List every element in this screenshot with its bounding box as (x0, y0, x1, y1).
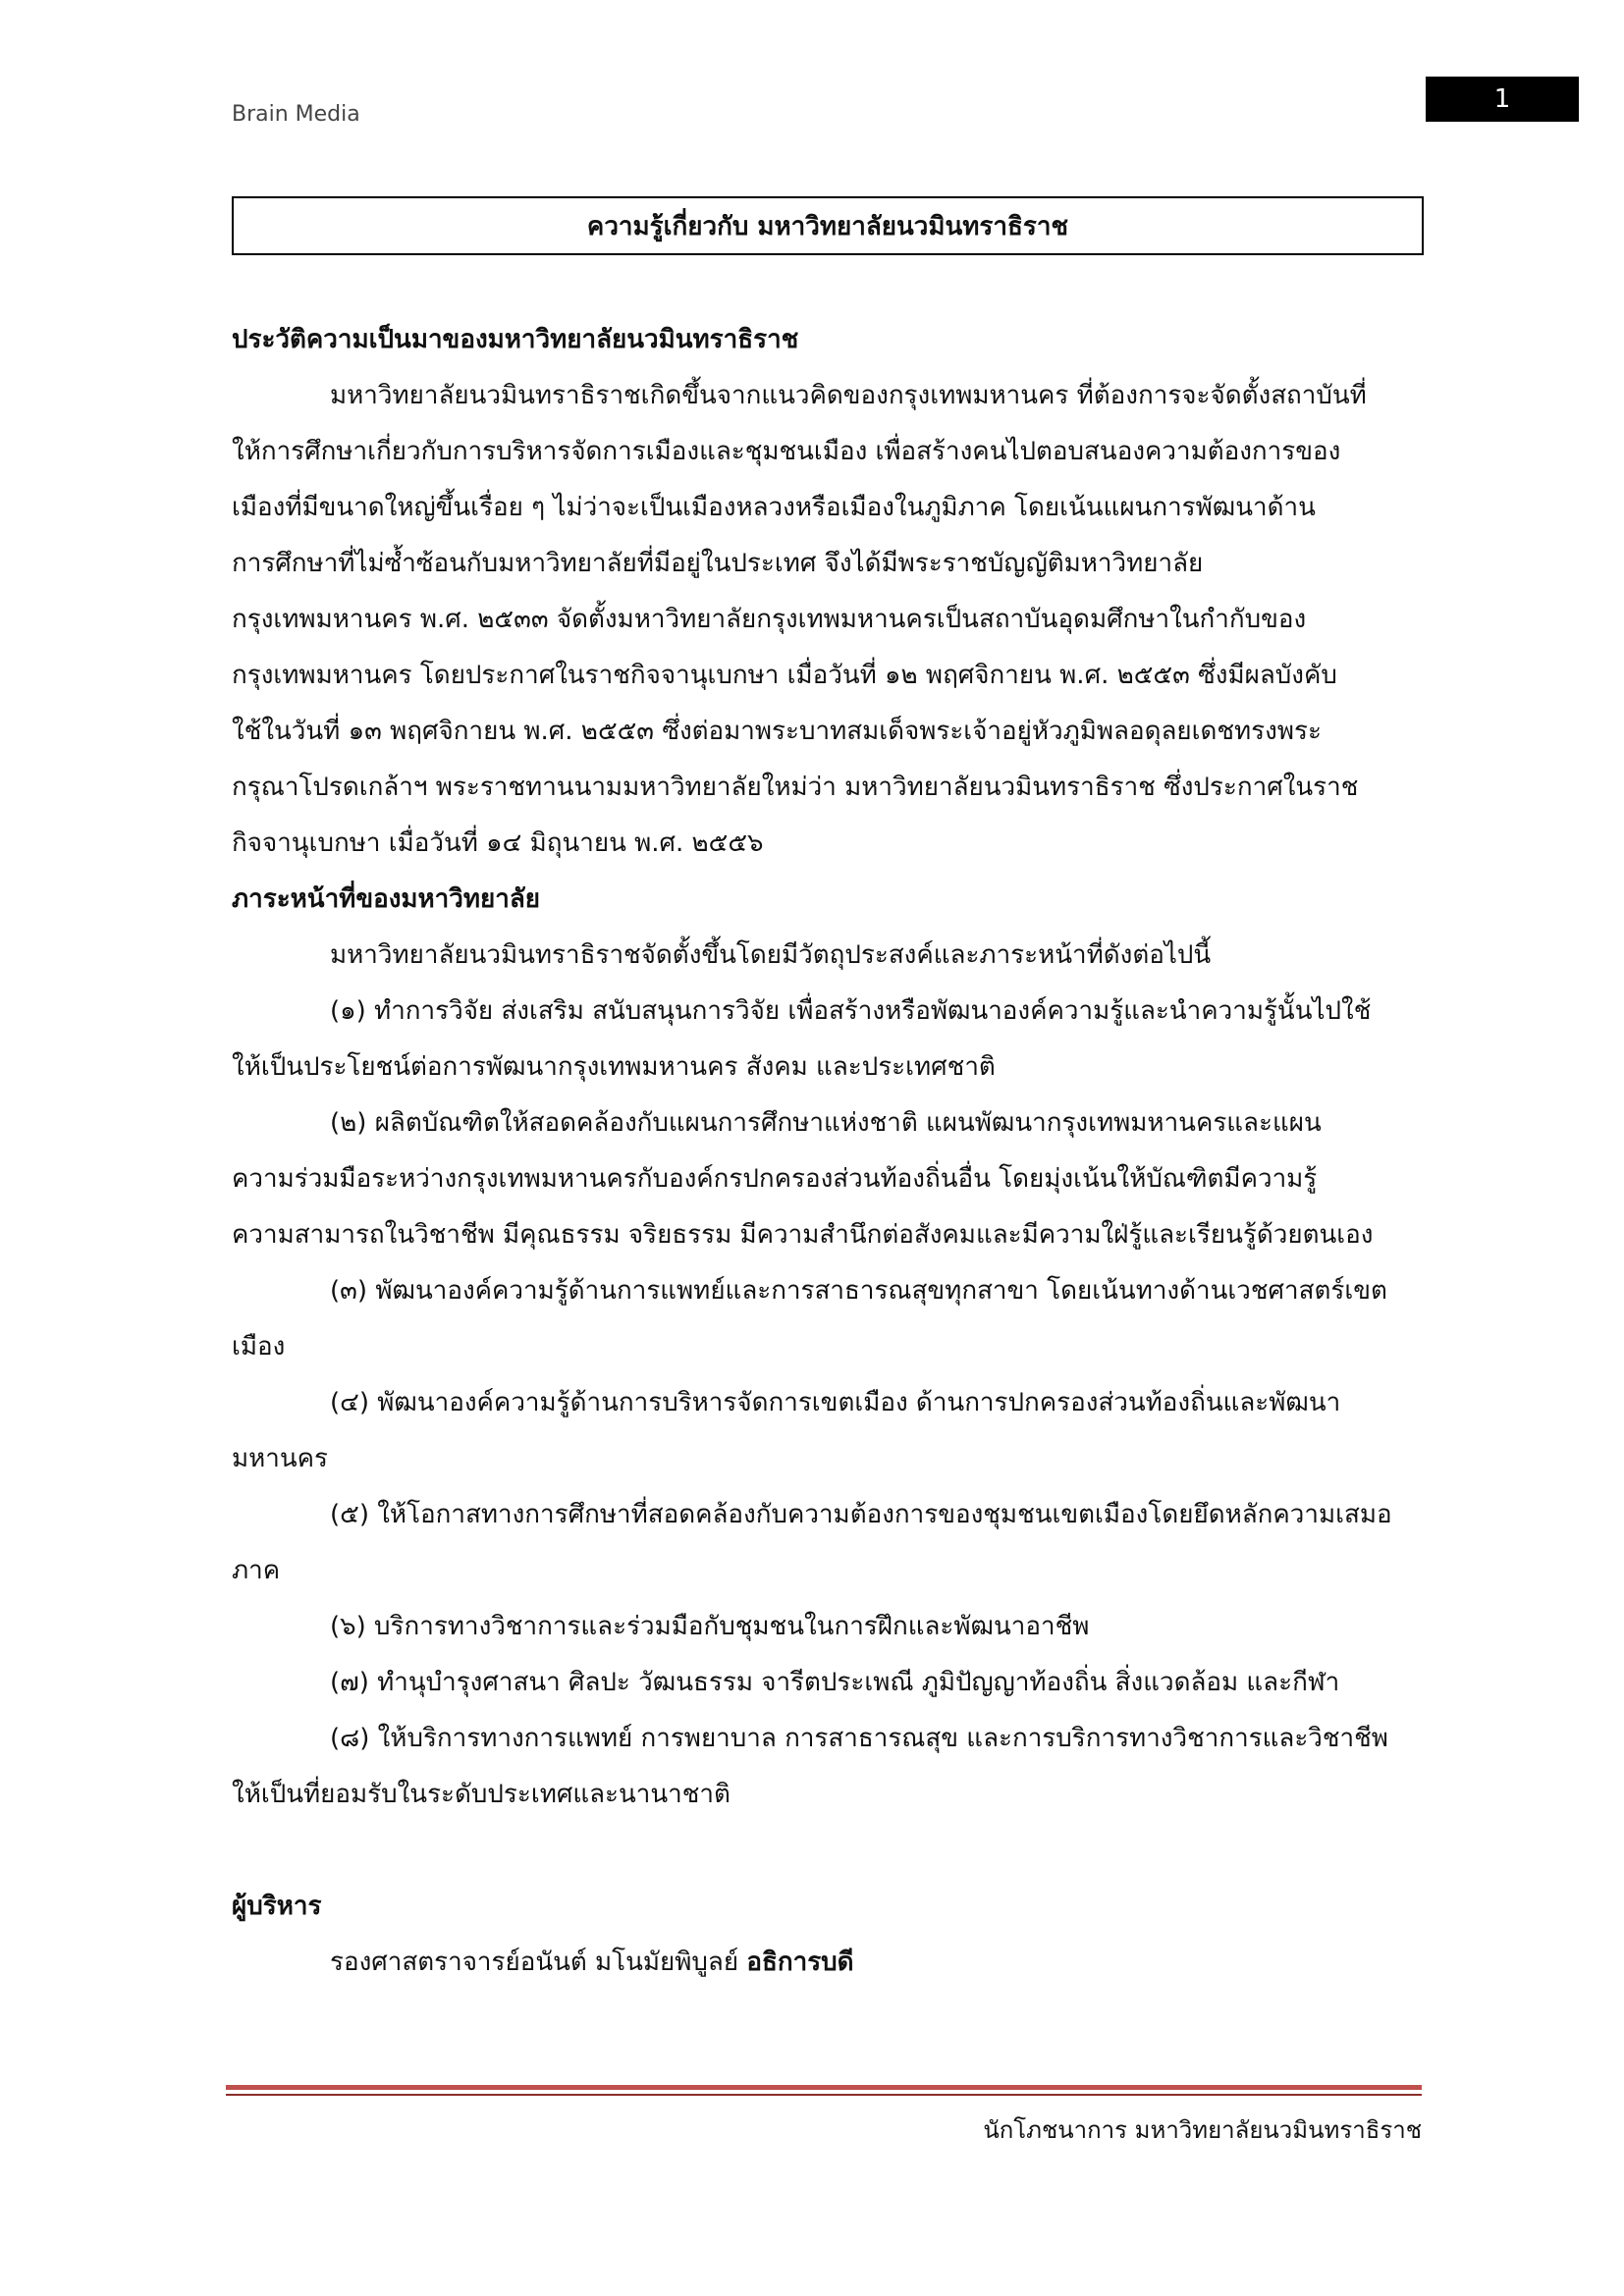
footer-text: นักโภชนาการ มหาวิทยาลัยนวมินทราธิราช (983, 2116, 1422, 2144)
duty-item-4: (๔) พัฒนาองค์ความรู้ด้านการบริหารจัดการเขตเมือง ด้านการปกครองส่วนท้องถิ่นและพัฒนา (330, 1388, 1341, 1417)
page-title: ความรู้เกี่ยวกับ มหาวิทยาลัยนวมินทราธิราช (232, 196, 1424, 255)
duties-heading: ภาระหน้าที่ของมหาวิทยาลัย (232, 884, 541, 914)
duty-item-5: (๕) ให้โอกาสทางการศึกษาที่สอดคล้องกับความต้องการของชุมชนเขตเมืองโดยยึดหลักความเสมอ (330, 1500, 1392, 1529)
history-line: เมืองที่มีขนาดใหญ่ขึ้นเรื่อย ๆ ไม่ว่าจะเป็นเมืองหลวงหรือเมืองในภูมิภาค โดยเน้นแผนการพัฒนาด้าน (232, 493, 1316, 522)
duty-item-7: (๗) ทำนุบำรุงศาสนา ศิลปะ วัฒนธรรม จารีตประเพณี ภูมิปัญญาท้องถิ่น สิ่งแวดล้อม และกีฬา (330, 1668, 1340, 1697)
duty-item-6: (๖) บริการทางวิชาการและร่วมมือกับชุมชนในการฝึกและพัฒนาอาชีพ (330, 1612, 1090, 1641)
history-line: กิจจานุเบกษา เมื่อวันที่ ๑๔ มิถุนายน พ.ศ. ๒๕๕๖ (232, 828, 764, 858)
duty-item-2: (๒) ผลิตบัณฑิตให้สอดคล้องกับแผนการศึกษาแห่งชาติ แผนพัฒนากรุงเทพมหานครและแผน (330, 1108, 1322, 1138)
section-spacer (232, 1823, 1422, 1879)
duty-item-1-cont: ให้เป็นประโยชน์ต่อการพัฒนากรุงเทพมหานคร สังคม และประเทศชาติ (232, 1052, 996, 1082)
executive-position: อธิการบดี (746, 1948, 854, 1977)
document-body (232, 312, 1422, 1991)
history-line: กรุณาโปรดเกล้าฯ พระราชทานนามมหาวิทยาลัยใหม่ว่า มหาวิทยาลัยนวมินทราธิราช ซึ่งประกาศในราช (232, 773, 1359, 802)
duty-item-3: (๓) พัฒนาองค์ความรู้ด้านการแพทย์และการสาธารณสุขทุกสาขา โดยเน้นทางด้านเวชศาสตร์เขต (330, 1276, 1387, 1306)
duty-item-8-cont: ให้เป็นที่ยอมรับในระดับประเทศและนานาชาติ (232, 1780, 731, 1809)
history-line: กรุงเทพมหานคร พ.ศ. ๒๕๓๓ จัดตั้งมหาวิทยาลัยกรุงเทพมหานครเป็นสถาบันอุดมศึกษาในกำกับของ (232, 605, 1307, 634)
duties-intro: มหาวิทยาลัยนวมินทราธิราชจัดตั้งขึ้นโดยมีวัตถุประสงค์และภาระหน้าที่ดังต่อไปนี้ (330, 940, 1212, 970)
footer-rule-thin (226, 2094, 1422, 2096)
duty-item-3-cont: เมือง (232, 1332, 286, 1362)
duty-item-5-cont: ภาค (232, 1556, 281, 1585)
history-line: กรุงเทพมหานคร โดยประกาศในราชกิจจานุเบกษา เมื่อวันที่ ๑๒ พฤศจิกายน พ.ศ. ๒๕๕๓ ซึ่งมีผลบังคับ (232, 661, 1337, 690)
history-heading: ประวัติความเป็นมาของมหาวิทยาลัยนวมินทราธิราช (232, 325, 799, 354)
history-line: ให้การศึกษาเกี่ยวกับการบริหารจัดการเมืองและชุมชนเมือง เพื่อสร้างคนไปตอบสนองความต้องการของ (232, 437, 1341, 466)
executives-heading: ผู้บริหาร (232, 1892, 322, 1921)
history-line: ใช้ในวันที่ ๑๓ พฤศจิกายน พ.ศ. ๒๕๕๓ ซึ่งต่อมาพระบาทสมเด็จพระเจ้าอยู่หัวภูมิพลอดุลยเดชทรงพระ (232, 717, 1322, 746)
duty-item-8: (๘) ให้บริการทางการแพทย์ การพยาบาล การสาธารณสุข และการบริการทางวิชาการและวิชาชีพ (330, 1724, 1388, 1753)
duty-item-4-cont: มหานคร (232, 1444, 329, 1473)
duty-item-2-cont: ความสามารถในวิชาชีพ มีคุณธรรม จริยธรรม มีความสำนึกต่อสังคมและมีความใฝ่รู้และเรียนรู้ด้วยตนเอง (232, 1220, 1374, 1250)
footer-rule (226, 2085, 1422, 2090)
history-line: การศึกษาที่ไม่ซ้ำซ้อนกับมหาวิทยาลัยที่มีอยู่ในประเทศ จึงได้มีพระราชบัญญัติมหาวิทยาลัย (232, 549, 1204, 578)
history-line: มหาวิทยาลัยนวมินทราธิราชเกิดขึ้นจากแนวคิดของกรุงเทพมหานคร ที่ต้องการจะจัดตั้งสถาบันที่ (330, 381, 1367, 410)
duty-item-1: (๑) ทำการวิจัย ส่งเสริม สนับสนุนการวิจัย เพื่อสร้างหรือพัฒนาองค์ความรู้และนำความรู้นั้นไปใช้ (330, 996, 1372, 1026)
executive-name: รองศาสตราจารย์อนันต์ มโนมัยพิบูลย์ (330, 1948, 739, 1977)
brand-name: Brain Media (232, 102, 360, 127)
page-number: 1 (1426, 77, 1579, 122)
duty-item-2-cont: ความร่วมมือระหว่างกรุงเทพมหานครกับองค์กรปกครองส่วนท้องถิ่นอื่น โดยมุ่งเน้นให้บัณฑิตมีความรู้ (232, 1164, 1318, 1194)
executive-entry (232, 1935, 1422, 1991)
